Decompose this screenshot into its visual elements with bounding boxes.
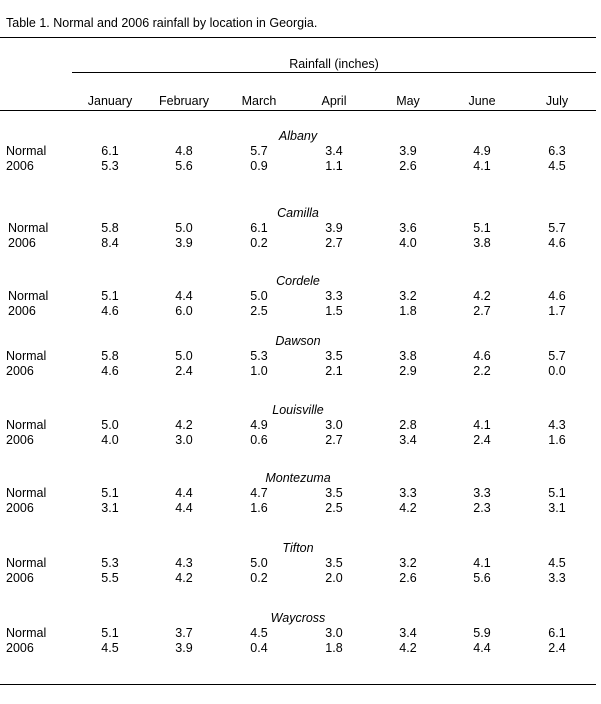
table-cell: 3.3 xyxy=(548,571,566,585)
row-label-montezuma-2006: 2006 xyxy=(6,501,34,515)
table-cell: 8.4 xyxy=(101,236,119,250)
table-cell: 5.7 xyxy=(548,349,566,363)
table-cell: 4.9 xyxy=(250,418,268,432)
table-cell: 3.1 xyxy=(548,501,566,515)
table-cell: 3.9 xyxy=(175,641,193,655)
row-label-tifton-2006: 2006 xyxy=(6,571,34,585)
table-cell: 5.1 xyxy=(548,486,566,500)
table-cell: 2.5 xyxy=(325,501,343,515)
rainfall-spanner-header: Rainfall (inches) xyxy=(289,57,379,71)
table-cell: 3.8 xyxy=(399,349,417,363)
column-header-april: April xyxy=(321,94,347,108)
table-cell: 3.7 xyxy=(175,626,193,640)
table-cell: 5.0 xyxy=(101,418,119,432)
table-cell: 3.2 xyxy=(399,289,417,303)
column-header-may: May xyxy=(396,94,420,108)
table-cell: 6.1 xyxy=(101,144,119,158)
row-label-dawson-2006: 2006 xyxy=(6,364,34,378)
table-cell: 4.2 xyxy=(175,571,193,585)
table-cell: 4.5 xyxy=(548,556,566,570)
table-caption: Table 1. Normal and 2006 rainfall by location in Georgia. xyxy=(6,16,318,30)
column-header-march: March xyxy=(241,94,277,108)
table-cell: 3.3 xyxy=(399,486,417,500)
table-cell: 0.2 xyxy=(250,236,268,250)
table-cell: 4.3 xyxy=(175,556,193,570)
table-cell: 4.8 xyxy=(175,144,193,158)
table-cell: 5.7 xyxy=(548,221,566,235)
table-cell: 3.8 xyxy=(473,236,491,250)
table-cell: 3.5 xyxy=(325,349,343,363)
table-cell: 4.6 xyxy=(548,289,566,303)
table-cell: 5.0 xyxy=(250,289,268,303)
spanner-rule xyxy=(72,72,596,73)
table-cell: 4.1 xyxy=(473,159,491,173)
table-cell: 2.7 xyxy=(325,236,343,250)
table-cell: 3.1 xyxy=(101,501,119,515)
row-label-cordele-2006: 2006 xyxy=(8,304,36,318)
table-cell: 1.8 xyxy=(399,304,417,318)
table-cell: 4.6 xyxy=(548,236,566,250)
table-cell: 1.0 xyxy=(250,364,268,378)
table-cell: 3.0 xyxy=(175,433,193,447)
table-cell: 6.1 xyxy=(250,221,268,235)
table-cell: 2.4 xyxy=(175,364,193,378)
location-heading-tifton: Tifton xyxy=(282,541,314,555)
table-cell: 4.2 xyxy=(399,501,417,515)
table-cell: 4.2 xyxy=(473,289,491,303)
table-cell: 5.6 xyxy=(175,159,193,173)
row-label-camilla-2006: 2006 xyxy=(8,236,36,250)
location-heading-dawson: Dawson xyxy=(275,334,321,348)
table-cell: 4.5 xyxy=(250,626,268,640)
table-cell: 4.6 xyxy=(101,364,119,378)
table-cell: 1.7 xyxy=(548,304,566,318)
table-cell: 5.9 xyxy=(473,626,491,640)
location-heading-cordele: Cordele xyxy=(276,274,320,288)
row-label-dawson-normal: Normal xyxy=(6,349,47,363)
table-cell: 4.1 xyxy=(473,556,491,570)
table-cell: 6.1 xyxy=(548,626,566,640)
table-cell: 0.0 xyxy=(548,364,566,378)
bottom-rule xyxy=(0,684,596,685)
table-cell: 3.5 xyxy=(325,486,343,500)
table-cell: 3.9 xyxy=(325,221,343,235)
table-cell: 5.1 xyxy=(473,221,491,235)
table-cell: 5.5 xyxy=(101,571,119,585)
column-header-february: February xyxy=(158,94,210,108)
row-label-louisville-2006: 2006 xyxy=(6,433,34,447)
top-rule xyxy=(0,37,596,38)
table-cell: 0.2 xyxy=(250,571,268,585)
table-cell: 0.4 xyxy=(250,641,268,655)
table-cell: 2.4 xyxy=(473,433,491,447)
row-label-albany-normal: Normal xyxy=(6,144,47,158)
table-cell: 3.3 xyxy=(473,486,491,500)
table-cell: 3.3 xyxy=(325,289,343,303)
table-cell: 2.3 xyxy=(473,501,491,515)
table-cell: 5.0 xyxy=(175,349,193,363)
table-cell: 5.0 xyxy=(175,221,193,235)
column-header-july: July xyxy=(545,94,569,108)
table-cell: 2.7 xyxy=(473,304,491,318)
row-label-albany-2006: 2006 xyxy=(6,159,34,173)
table-cell: 4.2 xyxy=(399,641,417,655)
table-cell: 1.6 xyxy=(250,501,268,515)
column-header-january: January xyxy=(87,94,133,108)
table-cell: 3.2 xyxy=(399,556,417,570)
table-cell: 3.4 xyxy=(399,626,417,640)
table-cell: 4.0 xyxy=(101,433,119,447)
table-cell: 2.7 xyxy=(325,433,343,447)
header-rule xyxy=(0,110,596,111)
table-cell: 4.5 xyxy=(548,159,566,173)
table-cell: 4.1 xyxy=(473,418,491,432)
table-cell: 4.4 xyxy=(473,641,491,655)
table-cell: 5.3 xyxy=(101,556,119,570)
table-cell: 4.7 xyxy=(250,486,268,500)
table-cell: 5.8 xyxy=(101,221,119,235)
table-cell: 2.4 xyxy=(548,641,566,655)
table-cell: 3.0 xyxy=(325,418,343,432)
table-cell: 3.9 xyxy=(175,236,193,250)
table-cell: 5.3 xyxy=(250,349,268,363)
table-cell: 3.4 xyxy=(325,144,343,158)
table-cell: 5.8 xyxy=(101,349,119,363)
location-heading-albany: Albany xyxy=(278,129,318,143)
table-cell: 1.1 xyxy=(325,159,343,173)
table-cell: 5.7 xyxy=(250,144,268,158)
table-cell: 4.2 xyxy=(175,418,193,432)
table-cell: 5.1 xyxy=(101,289,119,303)
location-heading-camilla: Camilla xyxy=(277,206,319,220)
table-cell: 4.4 xyxy=(175,289,193,303)
row-label-waycross-normal: Normal xyxy=(6,626,47,640)
table-cell: 2.5 xyxy=(250,304,268,318)
table-cell: 2.6 xyxy=(399,159,417,173)
table-cell: 5.6 xyxy=(473,571,491,585)
table-cell: 4.6 xyxy=(473,349,491,363)
table-cell: 5.1 xyxy=(101,626,119,640)
table-cell: 4.5 xyxy=(101,641,119,655)
table-cell: 4.4 xyxy=(175,501,193,515)
table-cell: 3.6 xyxy=(399,221,417,235)
table-cell: 5.0 xyxy=(250,556,268,570)
table-cell: 2.8 xyxy=(399,418,417,432)
location-heading-louisville: Louisville xyxy=(272,403,324,417)
table-cell: 3.9 xyxy=(399,144,417,158)
table-cell: 4.3 xyxy=(548,418,566,432)
table-cell: 6.3 xyxy=(548,144,566,158)
table-cell: 4.9 xyxy=(473,144,491,158)
table-cell: 3.4 xyxy=(399,433,417,447)
table-cell: 1.5 xyxy=(325,304,343,318)
table-cell: 6.0 xyxy=(175,304,193,318)
table-cell: 2.0 xyxy=(325,571,343,585)
table-cell: 2.2 xyxy=(473,364,491,378)
row-label-montezuma-normal: Normal xyxy=(6,486,47,500)
row-label-tifton-normal: Normal xyxy=(6,556,47,570)
table-cell: 4.6 xyxy=(101,304,119,318)
table-cell: 1.8 xyxy=(325,641,343,655)
table-cell: 2.6 xyxy=(399,571,417,585)
table-cell: 5.1 xyxy=(101,486,119,500)
row-label-cordele-normal: Normal xyxy=(8,289,49,303)
table-cell: 2.9 xyxy=(399,364,417,378)
table-cell: 5.3 xyxy=(101,159,119,173)
table-cell: 4.0 xyxy=(399,236,417,250)
table-cell: 3.0 xyxy=(325,626,343,640)
location-heading-waycross: Waycross xyxy=(270,611,326,625)
table-cell: 0.9 xyxy=(250,159,268,173)
row-label-louisville-normal: Normal xyxy=(6,418,47,432)
table-cell: 1.6 xyxy=(548,433,566,447)
table-cell: 4.4 xyxy=(175,486,193,500)
table-cell: 2.1 xyxy=(325,364,343,378)
table-cell: 0.6 xyxy=(250,433,268,447)
row-label-waycross-2006: 2006 xyxy=(6,641,34,655)
row-label-camilla-normal: Normal xyxy=(8,221,49,235)
column-header-june: June xyxy=(468,94,496,108)
location-heading-montezuma: Montezuma xyxy=(265,471,331,485)
table-cell: 3.5 xyxy=(325,556,343,570)
